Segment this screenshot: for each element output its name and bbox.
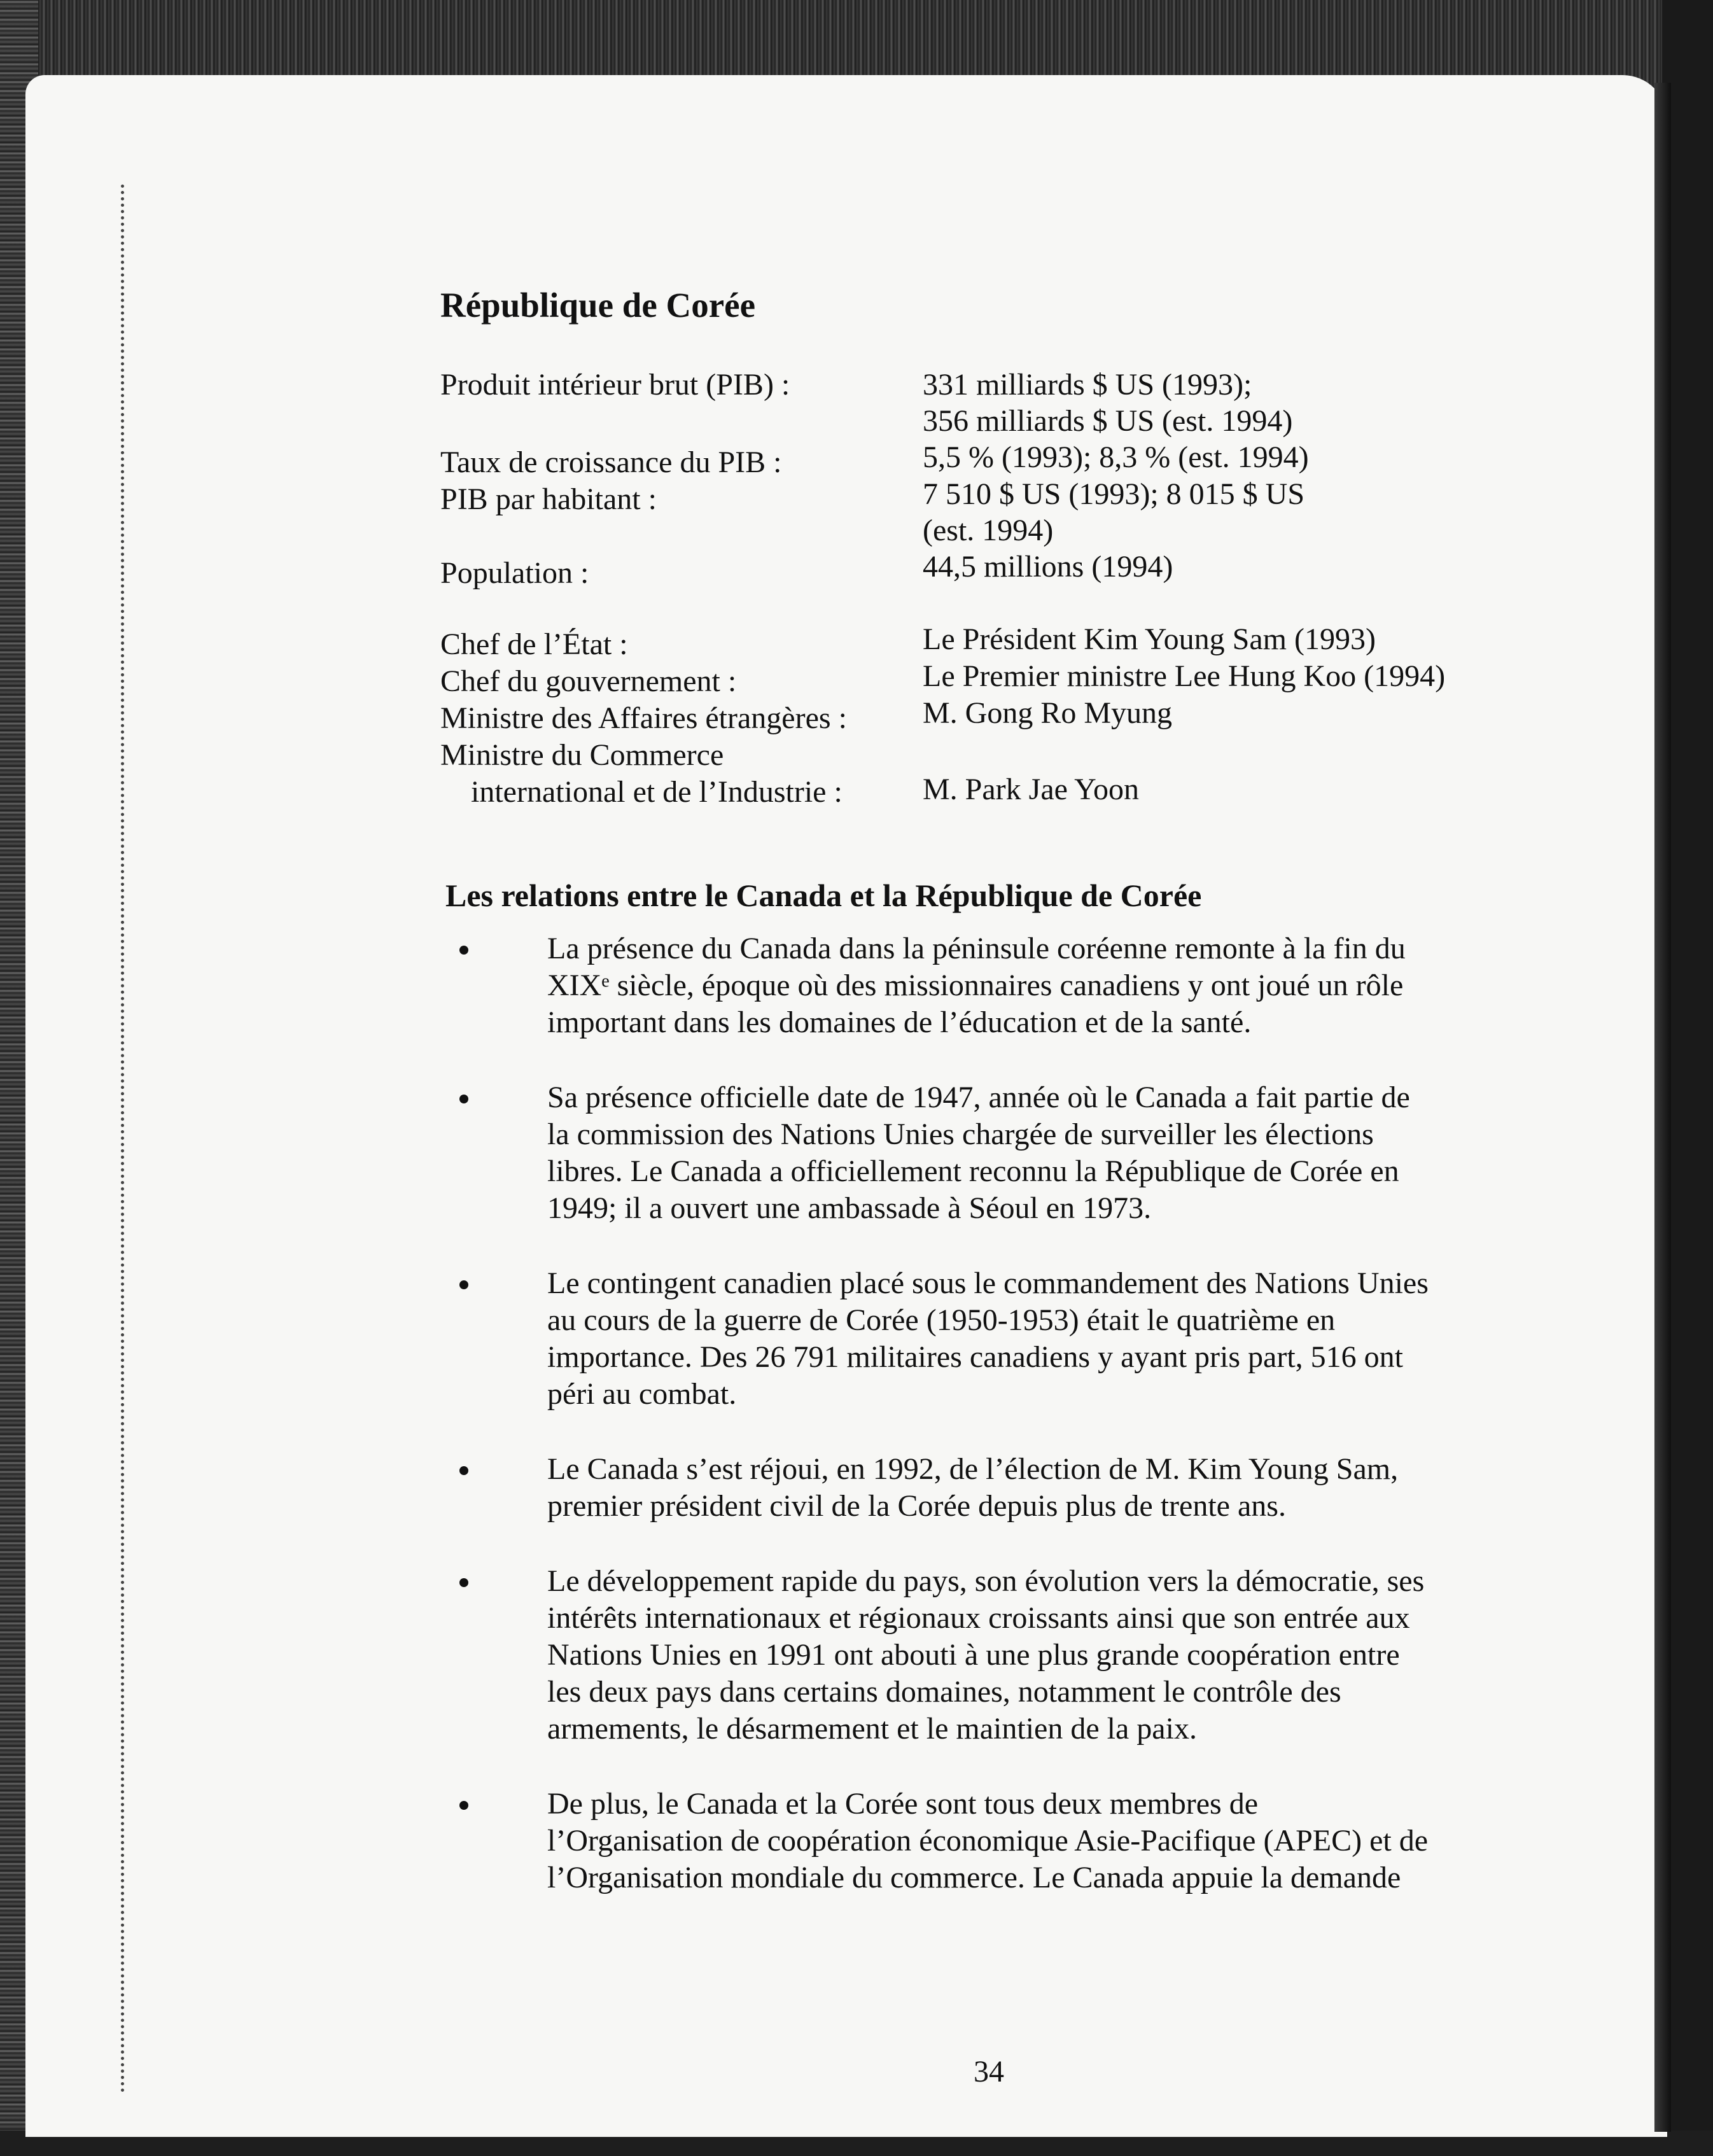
bullet-line: Sa présence officielle date de 1947, année où le Canada a fait partie de <box>547 1081 1410 1114</box>
page-title: République de Corée <box>440 286 755 325</box>
fact-value-gdp-1994: 356 milliards $ US (est. 1994) <box>923 404 1293 438</box>
bullet-icon <box>459 1801 468 1810</box>
binding-margin-dots <box>121 185 124 2094</box>
fact-label-gdp: Produit intérieur brut (PIB) : <box>440 368 790 402</box>
fact-value-population: 44,5 millions (1994) <box>923 550 1173 584</box>
bullet-line: important dans les domaines de l’éducation et de la santé. <box>547 1005 1252 1039</box>
fact-value-growth: 5,5 % (1993); 8,3 % (est. 1994) <box>923 440 1309 474</box>
bullet-icon <box>459 1280 468 1289</box>
list-item <box>445 1451 1508 1525</box>
list-item <box>445 1786 1508 1896</box>
bullet-line: Le contingent canadien placé sous le commandement des Nations Unies <box>547 1266 1429 1300</box>
section-title: Les relations entre le Canada et la République de Corée <box>445 878 1202 913</box>
bullet-line: Le Canada s’est réjoui, en 1992, de l’élection de M. Kim Young Sam, <box>547 1452 1399 1486</box>
fact-value-foreign-minister: M. Gong Ro Myung <box>923 696 1173 730</box>
fact-value-trade-minister: M. Park Jae Yoon <box>923 773 1140 806</box>
bullet-icon <box>459 1095 468 1103</box>
bullet-line: importance. Des 26 791 militaires canadiens y ayant pris part, 516 ont <box>547 1340 1403 1374</box>
bullet-line: 1949; il a ouvert une ambassade à Séoul en 1973. <box>547 1191 1152 1225</box>
fact-label-population: Population : <box>440 556 589 590</box>
fact-label-trade-minister-cont: international et de l’Industrie : <box>471 775 843 809</box>
fact-label-gdp-per-capita: PIB par habitant : <box>440 482 657 516</box>
bullet-line: intérêts internationaux et régionaux croissants ainsi que son entrée aux <box>547 1601 1410 1635</box>
bullet-line: l’Organisation mondiale du commerce. Le Canada appuie la demande <box>547 1861 1401 1894</box>
bullet-icon <box>459 1578 468 1587</box>
list-item <box>445 1563 1508 1747</box>
fact-value-gdp-per-capita: 7 510 $ US (1993); 8 015 $ US <box>923 477 1305 511</box>
bullet-line: l’Organisation de coopération économique Asie-Pacifique (APEC) et de <box>547 1824 1429 1858</box>
bullet-line: Le développement rapide du pays, son évolution vers la démocratie, ses <box>547 1564 1425 1598</box>
page-edge <box>1654 83 1671 2132</box>
fact-value-head-of-government: Le Premier ministre Lee Hung Koo (1994) <box>923 659 1446 693</box>
list-item <box>445 930 1508 1041</box>
bullet-icon <box>459 1466 468 1475</box>
bullet-line: libres. Le Canada a officiellement reconnu la République de Corée en <box>547 1154 1399 1188</box>
fact-label-foreign-minister: Ministre des Affaires étrangères : <box>440 701 847 735</box>
list-item <box>445 1265 1508 1413</box>
relations-list <box>445 930 1508 1935</box>
bullet-icon <box>459 946 468 955</box>
fact-value-head-of-state: Le Président Kim Young Sam (1993) <box>923 622 1376 656</box>
bullet-line: De plus, le Canada et la Corée sont tous deux membres de <box>547 1787 1259 1821</box>
fact-label-head-of-government: Chef du gouvernement : <box>440 664 737 698</box>
bullet-line: armements, le désarmement et le maintien de la paix. <box>547 1712 1197 1746</box>
page-number: 34 <box>974 2055 1004 2089</box>
fact-value-gdp-per-capita-est: (est. 1994) <box>923 514 1054 547</box>
bullet-line: XIXᵉ siècle, époque où des missionnaires canadiens y ont joué un rôle <box>547 969 1404 1002</box>
list-item <box>445 1079 1508 1227</box>
bullet-line: La présence du Canada dans la péninsule coréenne remonte à la fin du <box>547 932 1406 965</box>
fact-label-trade-minister: Ministre du Commerce <box>440 738 724 772</box>
bullet-line: Nations Unies en 1991 ont abouti à une plus grande coopération entre <box>547 1638 1400 1672</box>
bullet-line: la commission des Nations Unies chargée de surveiller les élections <box>547 1117 1374 1151</box>
bullet-line: premier président civil de la Corée depuis plus de trente ans. <box>547 1489 1286 1523</box>
bullet-line: les deux pays dans certains domaines, notamment le contrôle des <box>547 1675 1341 1709</box>
bullet-line: péri au combat. <box>547 1377 737 1411</box>
fact-label-head-of-state: Chef de l’État : <box>440 627 628 661</box>
bullet-line: au cours de la guerre de Corée (1950-1953) était le quatrième en <box>547 1303 1336 1337</box>
fact-value-gdp-1993: 331 milliards $ US (1993); <box>923 368 1252 402</box>
fact-label-growth: Taux de croissance du PIB : <box>440 445 782 479</box>
